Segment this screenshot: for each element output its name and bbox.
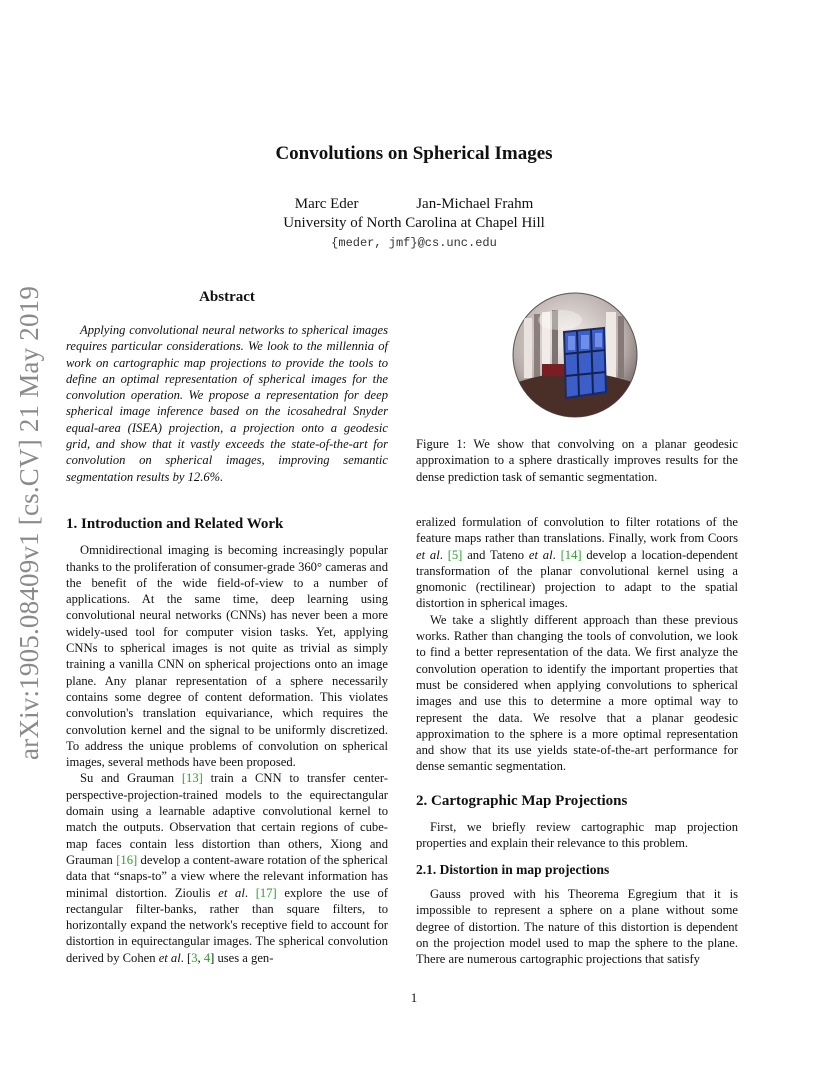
text-span: et al [158, 950, 181, 965]
page-number: 1 [410, 990, 418, 1005]
figure-1-image [510, 290, 640, 420]
paragraph [66, 770, 388, 966]
text-span: . [439, 547, 448, 562]
paragraph [416, 514, 738, 612]
text-span: et al [218, 885, 245, 900]
subsection-heading: 2.1. Distortion in map projections [416, 861, 610, 877]
paragraph: Omnidirectional imaging is becoming increasingly popular thanks to the proliferation of consumer-grade 360° cameras and the benefit of the wide field-of-view to a number of applications. At the same time, deep learning using convolutional neural networks (CNNs) has never been a more widely-used tool for computer vision tasks. Yet, applying CNNs to spherical images is not quite as trivial as simply training a vanilla CNN on spherical projections onto an image plane. Any planar representation of a sphere necessarily contains some degree of content deformation. This violates convolution's translation equivariance, which requires the convolution kernel and the signal to be uniformly discretized. To address the unique problems of convolution on spherical images, several methods have been proposed. [66, 543, 388, 770]
paragraph: Gauss proved with his Theorema Egregium that it is impossible to represent a sphere on a plane without some degree of distortion. The nature of this distortion is dependent on the projection model used to map the sphere to the plane. There are numerous cartographic projections that satisfy [416, 886, 738, 967]
citation-link[interactable]: [13] [181, 771, 203, 786]
abstract-heading: Abstract [199, 289, 255, 305]
arxiv-stamp: arXiv:1905.08409v1 [cs.CV] 21 May 2019 [14, 285, 44, 760]
text-span: ] uses a gen- [210, 950, 274, 965]
citation-link[interactable]: 3 [191, 950, 198, 965]
sphere-illustration [510, 290, 640, 420]
author-list [0, 196, 828, 213]
section-1 [66, 516, 388, 966]
figure-1-caption: Figure 1: We show that convolving on a planar geodesic approximation to a sphere drastically improves results for the dense prediction task of semantic segmentation. [416, 437, 738, 484]
text-span: et al [528, 547, 553, 562]
text-span: Su and Grauman [80, 771, 182, 786]
text-span: train a CNN to transfer center-perspective-projection-trained models to the equirectangular domain using a learnable adaptive convolutional kernel to match the outputs. Observation that certain regions of cube-map faces contain less distortion than others, Xiong and Grauman [66, 771, 388, 867]
paper-title: Convolutions on Spherical Images [275, 143, 553, 164]
paragraph: We take a slightly different approach than these previous works. Rather than changing the tools of convolution, we look to find a better representation of the data. We first analyze the convolution operation to identify the important properties that must be considered when applying convolutions to spherical images and use this to determine a more optimal way to represent the data. We resolve that a planar geodesic approximation to the sphere is a more optimal representation and show that its use yields state-of-the-art performance for dense semantic segmentation. [416, 612, 738, 774]
author-affiliation: University of North Carolina at Chapel Hill [283, 215, 545, 231]
text-span: and Tateno [462, 547, 529, 562]
text-span: develop a location-dependent transformation of the planar convolutional kernel using a gnomonic (rectilinear) projection to adapt to the spatial distortion in spherical images. [416, 547, 738, 611]
citation-link[interactable]: [5] [447, 547, 463, 562]
paragraph: First, we briefly review cartographic map projection properties and explain their relevance to this problem. [416, 820, 738, 851]
section-heading: 2. Cartographic Map Projections [416, 792, 628, 809]
citation-link[interactable]: [14] [560, 547, 582, 562]
text-span: eralized formulation of convolution to filter rotations of the feature maps rather than translations. Finally, work from Coors [416, 515, 738, 546]
abstract-text: Applying convolutional neural networks to spherical images requires particular considerations. We look to the millennia of work on cartographic map projections to provide the tools to define an optimal representation of spherical images for the convolution operation. We propose a representation for deep spherical image inference based on the icosahedral Snyder equal-area (ISEA) projection, a projection onto a geodesic grid, and show that it vastly exceeds the state-of-the-art for convolution on spherical images, improving semantic segmentation results by 12.6%. [66, 323, 388, 484]
text-span: explore the use of rectangular filter-banks, rather than square filters, to horizontally expand the network's receptive field to account for distortion in equirectangular images. The spherical convolution derived by Cohen [66, 885, 388, 965]
right-column [416, 514, 738, 967]
author-name: Jan-Michael Frahm [416, 196, 534, 212]
text-span: develop a content-aware rotation of the spherical data that “snaps-to” a view where the relevant information has minimal distortion. Zioulis [66, 852, 388, 900]
citation-link[interactable]: 4 [203, 950, 211, 965]
text-span: . [ [180, 950, 192, 965]
author-name: Marc Eder [294, 196, 359, 212]
text-span: . [552, 547, 561, 562]
text-span: , [197, 950, 204, 965]
text-span: . [244, 885, 256, 900]
citation-link[interactable]: [17] [255, 885, 277, 900]
text-span: et al [416, 547, 440, 562]
citation-link[interactable]: [16] [116, 852, 138, 867]
author-email: {meder, jmf}@cs.unc.edu [331, 236, 497, 250]
section-heading: 1. Introduction and Related Work [66, 516, 284, 532]
